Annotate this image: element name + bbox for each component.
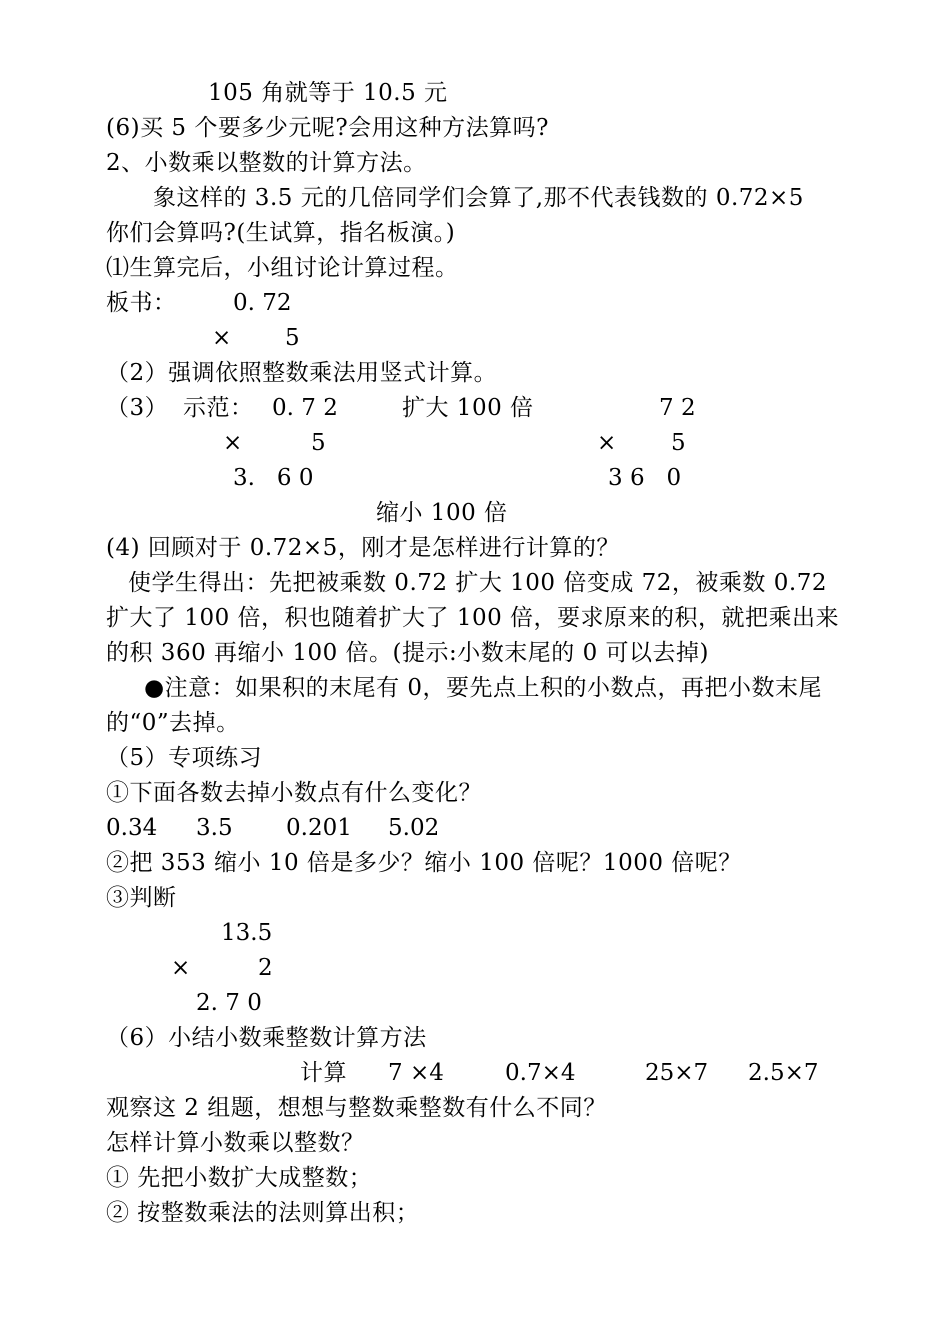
note-line: 的“0”去掉。 [106, 710, 240, 736]
text-line: 105 角就等于 10.5 元 [208, 80, 448, 106]
text-line: （6）小结小数乘整数计算方法 [106, 1025, 427, 1051]
multiplicand: 0. 7 2 [272, 395, 338, 421]
text-line: ⑴生算完后，小组讨论计算过程。 [106, 255, 459, 281]
expression: 0.7×4 [505, 1060, 576, 1086]
times-sign: × [212, 325, 232, 351]
text-line: 你们会算吗?(生试算，指名板演。) [106, 220, 456, 246]
times-sign: × [171, 955, 191, 981]
section-heading: 2、小数乘以整数的计算方法。 [106, 150, 427, 176]
text-line: (6)买 5 个要多少元呢?会用这种方法算吗? [106, 115, 549, 141]
text-line: （5）专项练习 [106, 745, 263, 771]
product: 3 6 0 [608, 465, 682, 491]
multiplier: 5 [671, 430, 686, 456]
text-line: ③判断 [106, 885, 177, 911]
multiplicand: 0. 72 [233, 290, 292, 316]
multiplicand: 7 2 [659, 395, 696, 421]
expression: 25×7 [645, 1060, 709, 1086]
times-sign: × [597, 430, 617, 456]
text-line: 扩大了 100 倍，积也随着扩大了 100 倍，要求原来的积，就把乘出来 [106, 605, 840, 631]
number-item: 5.02 [388, 815, 440, 841]
step-label: （3） [106, 395, 169, 421]
label-shifan: 示范： [183, 395, 254, 421]
expression: 2.5×7 [748, 1060, 819, 1086]
number-item: 0.34 [106, 815, 158, 841]
text-line: ②把 353 缩小 10 倍是多少？缩小 100 倍呢？1000 倍呢？ [106, 850, 742, 876]
expression: 7 ×4 [388, 1060, 444, 1086]
text-line: 观察这 2 组题，想想与整数乘整数有什么不同？ [106, 1095, 607, 1121]
number-item: 3.5 [196, 815, 233, 841]
note-line: ●注意：如果积的末尾有 0，要先点上积的小数点，再把小数末尾 [144, 675, 823, 701]
shrink-note: 缩小 100 倍 [376, 500, 508, 526]
number-item: 0.201 [286, 815, 352, 841]
text-line: （2）强调依照整数乘法用竖式计算。 [106, 360, 498, 386]
multiplicand: 13.5 [221, 920, 273, 946]
text-line: 的积 360 再缩小 100 倍。(提示:小数末尾的 0 可以去掉) [106, 640, 709, 666]
text-line: ①下面各数去掉小数点有什么变化？ [106, 780, 482, 806]
text-line: ① 先把小数扩大成整数； [106, 1165, 373, 1191]
multiplier: 5 [285, 325, 300, 351]
multiplier: 2 [258, 955, 273, 981]
text-line: 象这样的 3.5 元的几倍同学们会算了,那不代表钱数的 0.72×5 [153, 185, 804, 211]
text-line: 怎样计算小数乘以整数？ [106, 1130, 365, 1156]
product: 3. 6 0 [233, 465, 314, 491]
text-line: ② 按整数乘法的法则算出积； [106, 1200, 420, 1226]
times-sign: × [223, 430, 243, 456]
expand-note: 扩大 100 倍 [402, 395, 534, 421]
product: 2. 7 0 [196, 990, 262, 1016]
label-jisuan: 计算 [300, 1060, 347, 1086]
text-line: 使学生得出：先把被乘数 0.72 扩大 100 倍变成 72，被乘数 0.72 [128, 570, 827, 596]
multiplier: 5 [311, 430, 326, 456]
text-line: (4) 回顾对于 0.72×5，刚才是怎样进行计算的？ [106, 535, 620, 561]
label-banshu: 板书： [106, 290, 177, 316]
